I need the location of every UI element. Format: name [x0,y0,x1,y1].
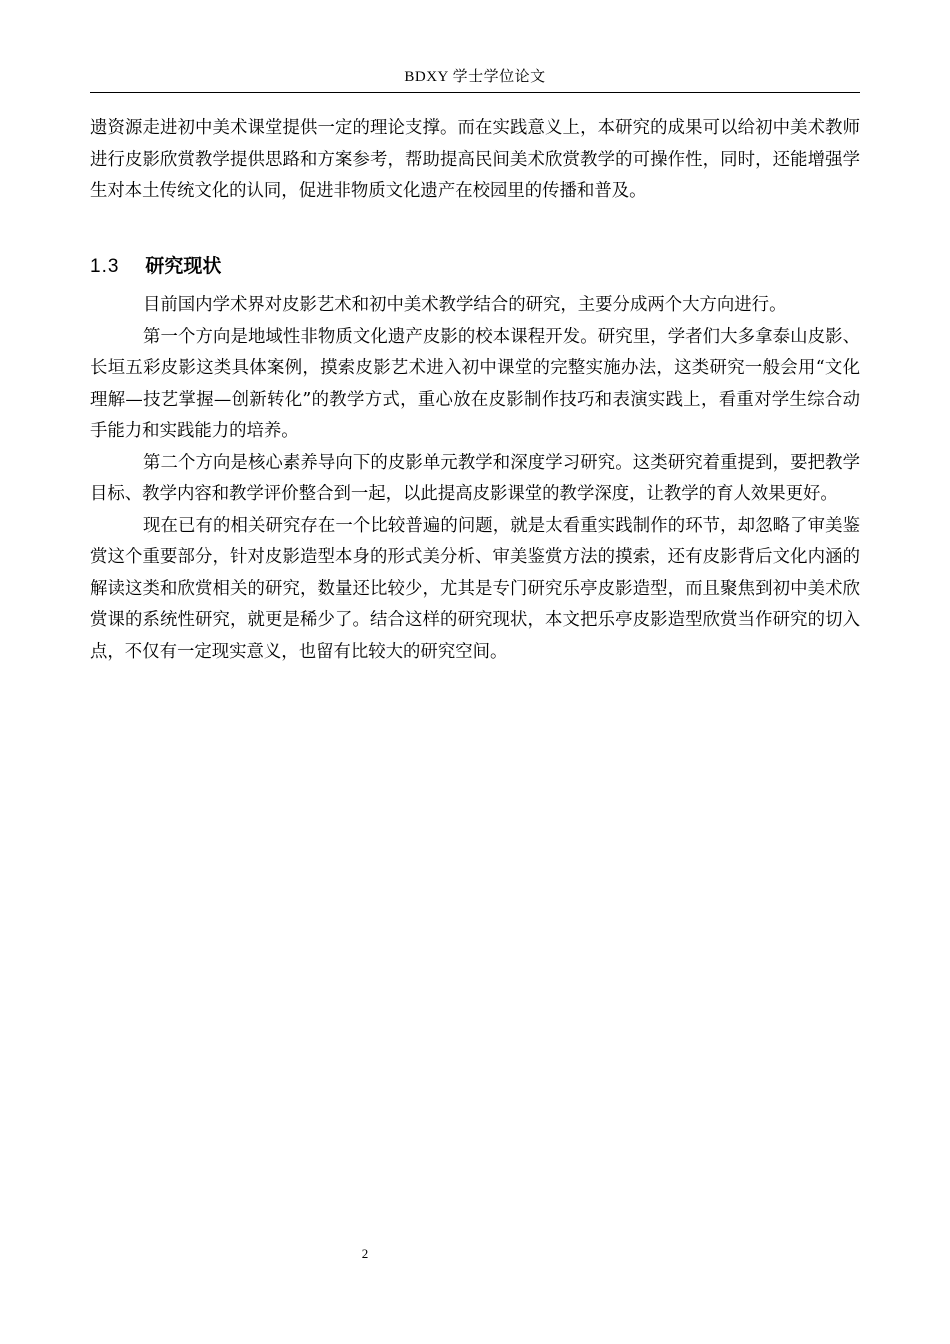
intro-paragraph: 遗资源走进初中美术课堂提供一定的理论支撑。而在实践意义上，本研究的成果可以给初中美术教师进行皮影欣赏教学提供思路和方案参考，帮助提高民间美术欣赏教学的可操作性，同时，还能增强学生对本土传统文化的认同，促进非物质文化遗产在校园里的传播和普及。 [90,118,860,201]
section-body [90,290,860,668]
intro-block [90,113,860,208]
section-number: 1.3 [90,256,120,277]
body-paragraph-3: 第二个方向是核心素养导向下的皮影单元教学和深度学习研究。这类研究着重提到，要把教学目标、教学内容和教学评价整合到一起，以此提高皮影课堂的教学深度，让教学的育人效果更好。 [90,452,860,504]
body-paragraph-2: 第一个方向是地域性非物质文化遗产皮影的校本课程开发。研究里，学者们大多拿泰山皮影、长垣五彩皮影这类具体案例，摸索皮影艺术进入初中课堂的完整实施办法，这类研究一般会用“文化理解—技艺掌握—创新转化”的教学方式，重心放在皮影制作技巧和表演实践上，看重对学生综合动手能力和实践能力的培养。 [90,326,860,441]
body-paragraph-4: 现在已有的相关研究存在一个比较普遍的问题，就是太看重实践制作的环节，却忽略了审美鉴赏这个重要部分，针对皮影造型本身的形式美分析、审美鉴赏方法的摸索，还有皮影背后文化内涵的解读这类和欣赏相关的研究，数量还比较少，尤其是专门研究乐亭皮影造型，而且聚焦到初中美术欣赏课的系统性研究，就更是稀少了。结合这样的研究现状，本文把乐亭皮影造型欣赏当作研究的切入点，不仅有一定现实意义，也留有比较大的研究空间。 [90,515,860,662]
page-header [90,66,860,93]
section-title: 研究现状 [145,255,222,277]
body-paragraph-1: 目前国内学术界对皮影艺术和初中美术教学结合的研究，主要分成两个大方向进行。 [143,295,787,315]
section-heading [90,252,221,281]
page-number: 2 [361,1246,369,1261]
header-title: BDXY 学士学位论文 [404,69,546,85]
